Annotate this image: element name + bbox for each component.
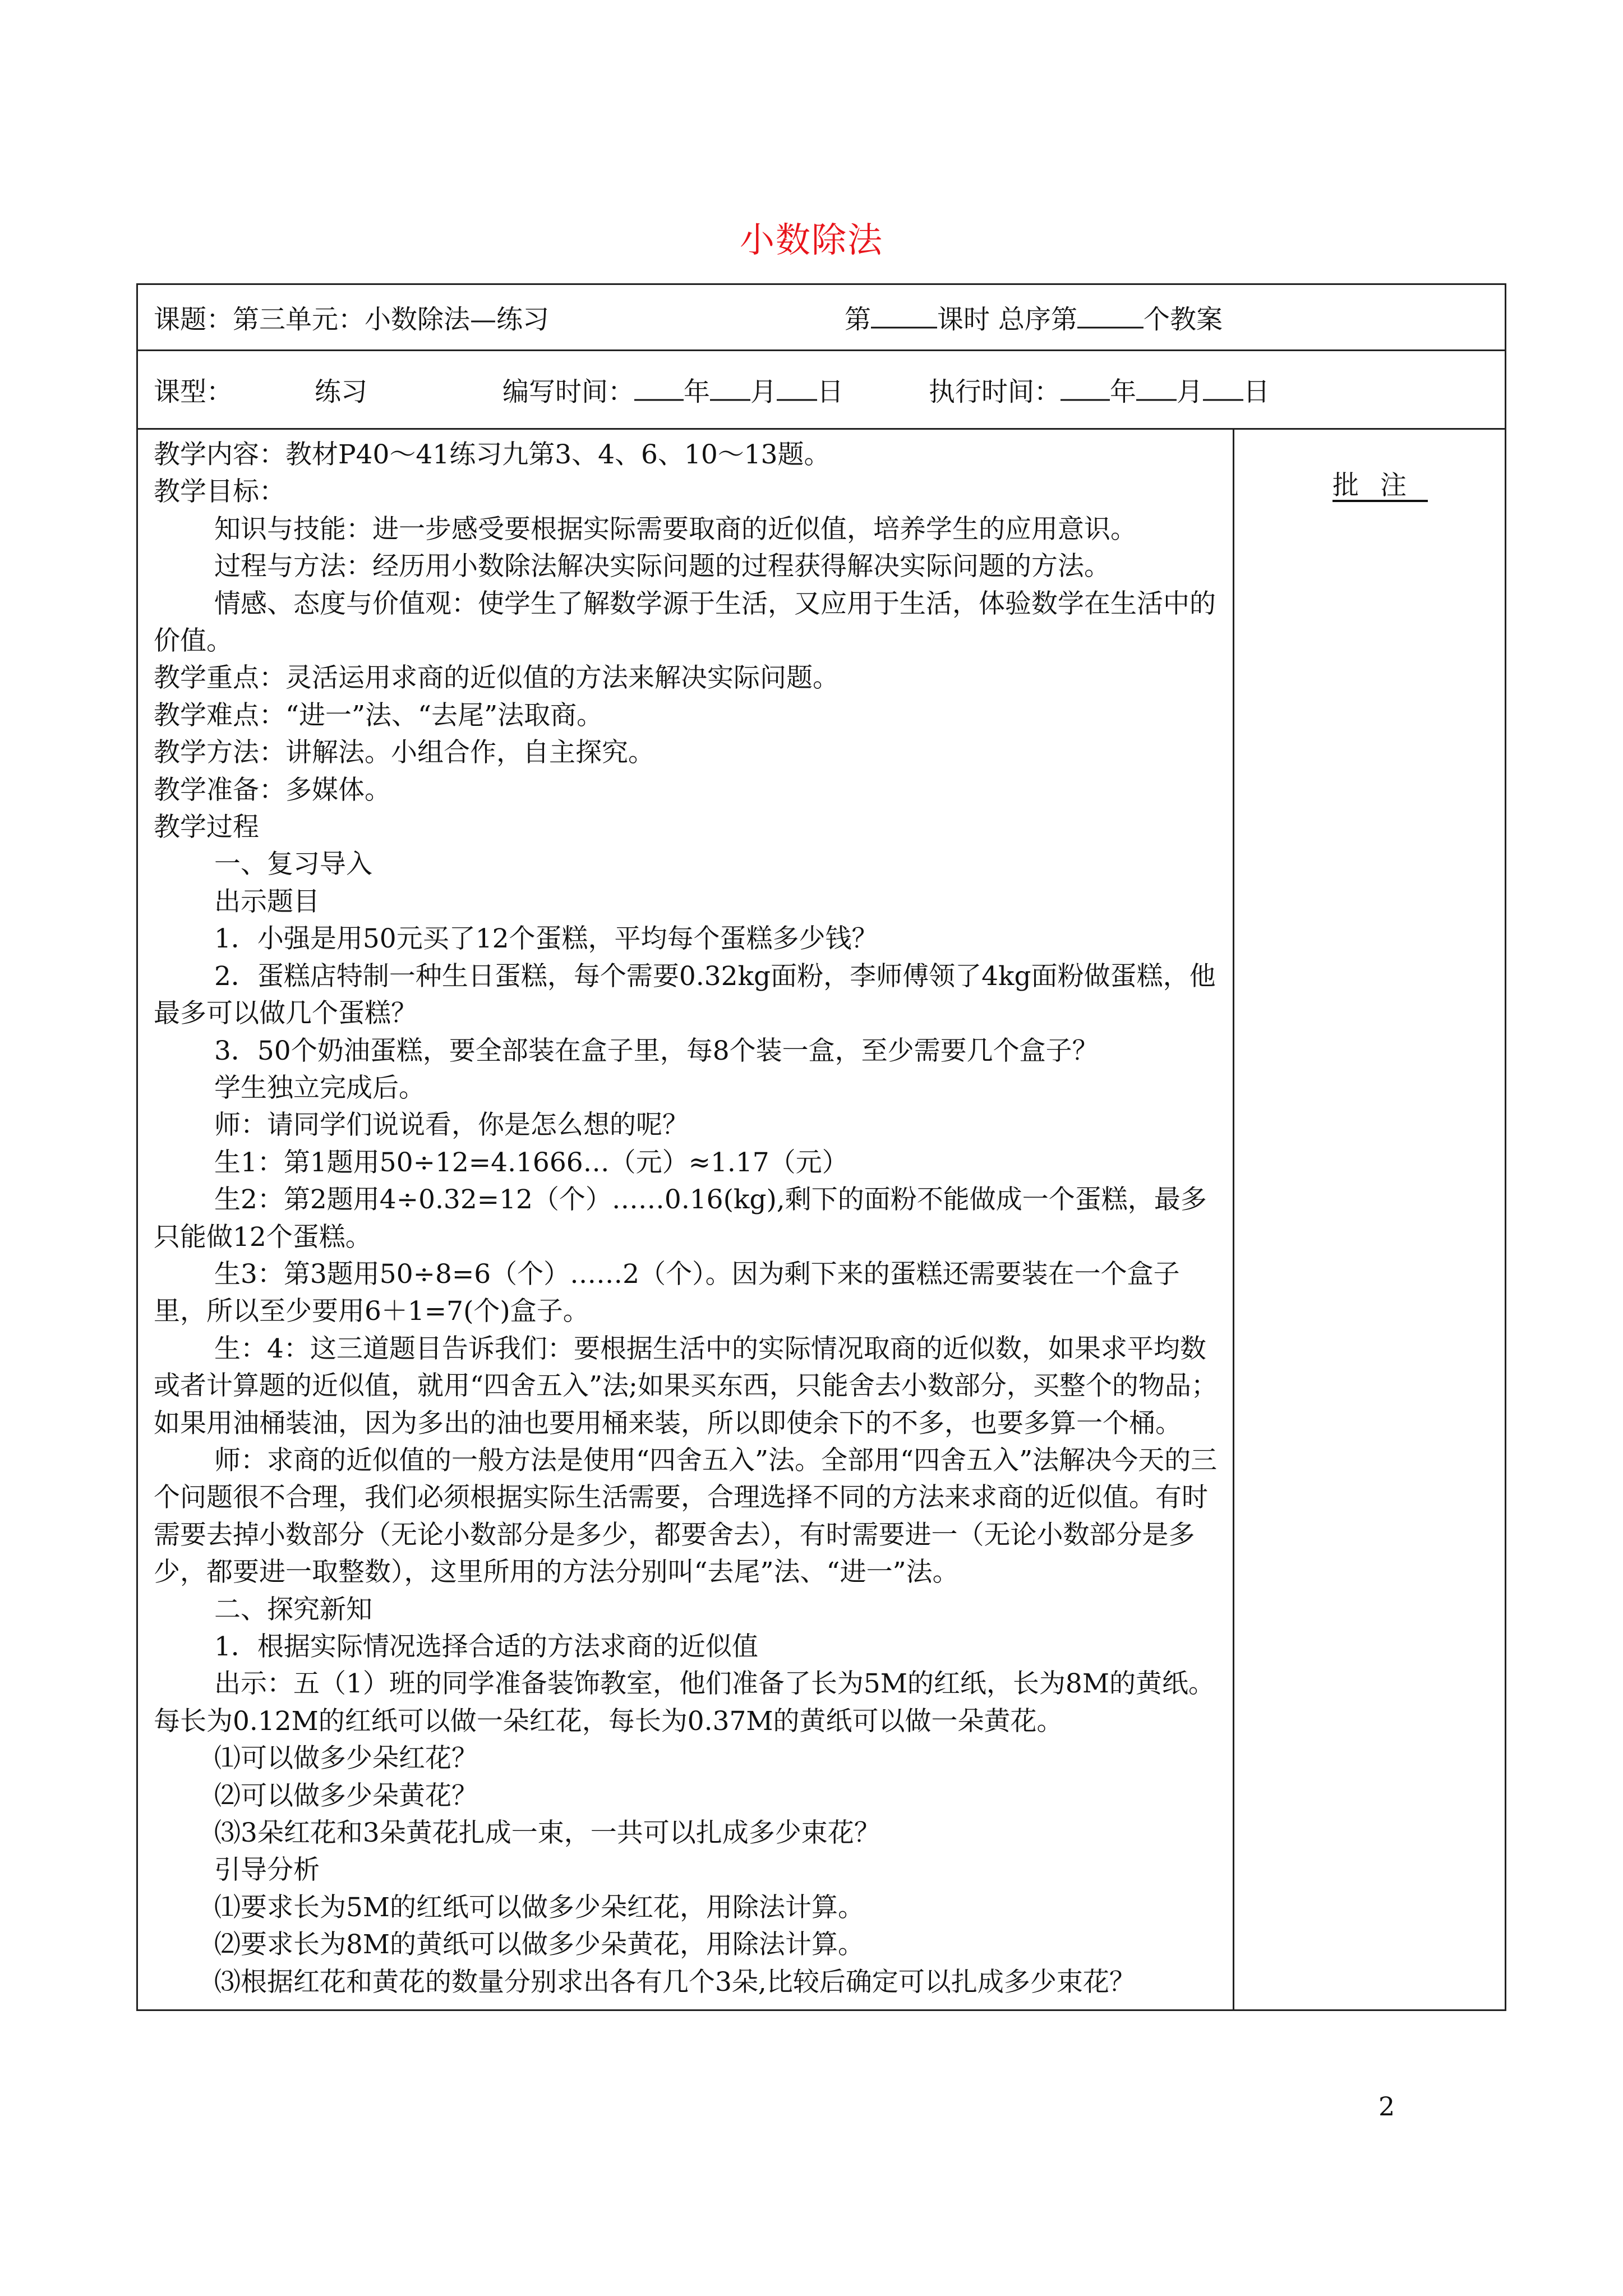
topic-row bbox=[137, 284, 1506, 351]
content-line: 教学目标： bbox=[154, 476, 285, 508]
content-line: 过程与方法：经历用小数除法解决实际问题的过程获得解决实际问题的方法。 bbox=[214, 551, 1110, 582]
content-line: 生2：第2题用4÷0.32=12（个）……0.16(kg),剩下的面粉不能做成一个蛋糕，最多只能做12个蛋糕。 bbox=[154, 1184, 1207, 1253]
period-field: 第 课时 总序第 个教案 bbox=[845, 298, 1223, 336]
type-cell bbox=[137, 351, 1506, 429]
content-line: 1．根据实际情况选择合适的方法求商的近似值 bbox=[214, 1631, 758, 1662]
content-line: 教学过程 bbox=[154, 812, 259, 843]
content-line: 知识与技能：进一步感受要根据实际需要取商的近似值，培养学生的应用意识。 bbox=[214, 513, 1137, 545]
document-title: 小数除法 bbox=[739, 219, 883, 260]
notes-cell bbox=[1234, 429, 1506, 2010]
notes-label: 批注 bbox=[1332, 470, 1428, 501]
type-row bbox=[137, 351, 1506, 429]
written-year-blank[interactable] bbox=[634, 374, 684, 401]
exec-month-blank[interactable] bbox=[1136, 374, 1177, 401]
content-line: 1．小强是用50元买了12个蛋糕，平均每个蛋糕多少钱？ bbox=[214, 923, 878, 955]
content-line: 3．50个奶油蛋糕，要全部装在盒子里，每8个装一盒，至少需要几个盒子？ bbox=[214, 1035, 1099, 1066]
order-blank[interactable] bbox=[1077, 302, 1144, 328]
content-line: ⑶根据红花和黄花的数量分别求出各有几个3朵,比较后确定可以扎成多少束花？ bbox=[214, 1966, 1136, 1998]
content-line: ⑴可以做多少朵红花？ bbox=[214, 1743, 478, 1774]
content-line: 师：请同学们说说看，你是怎么想的呢？ bbox=[214, 1110, 689, 1141]
content-line: 二、探究新知 bbox=[214, 1594, 372, 1625]
content-line: 教学内容：教材P40～41练习九第3、4、6、10～13题。 bbox=[154, 439, 831, 470]
content-line: 教学重点：灵活运用求商的近似值的方法来解决实际问题。 bbox=[154, 662, 839, 694]
topic-label: 课题：第三单元：小数除法—练习 bbox=[154, 304, 549, 335]
content-row bbox=[137, 429, 1506, 2010]
content-line: 教学方法：讲解法。小组合作，自主探究。 bbox=[154, 737, 654, 769]
content-line: 师：求商的近似值的一般方法是使用“四舍五入”法。全部用“四舍五入”法解决今天的三个问题很不合理，我们必须根据实际生活需要，合理选择不同的方法来求商的近似值。有时需要去掉小数部分（无论小数部分是多少，都要舍去），有时需要进一（无论小数部分是多少，都要进一取整数），这里所用的方法分别叫“去尾”法、“进一”法。 bbox=[154, 1444, 1218, 1588]
written-date-field: 编写时间： 年 月 日 bbox=[502, 371, 843, 408]
lesson-content-cell bbox=[137, 429, 1234, 2010]
lesson-plan-table bbox=[136, 283, 1506, 2011]
type-value: 练习 bbox=[315, 376, 367, 407]
content-line: ⑶3朵红花和3朵黄花扎成一束，一共可以扎成多少束花？ bbox=[214, 1818, 880, 1849]
content-line: ⑵可以做多少朵黄花？ bbox=[214, 1780, 478, 1811]
type-label: 课型： bbox=[154, 376, 233, 407]
topic-cell bbox=[137, 284, 1506, 351]
content-line: ⑵要求长为8M的黄纸可以做多少朵黄花，用除法计算。 bbox=[214, 1929, 865, 1961]
content-line: 出示：五（1）班的同学准备装饰教室，他们准备了长为5M的红纸，长为8M的黄纸。每长为0.12M的红纸可以做一朵红花，每长为0.37M的黄纸可以做一朵黄花。 bbox=[154, 1668, 1215, 1737]
content-line: 生1：第1题用50÷12=4.1666…（元）≈1.17（元） bbox=[214, 1147, 849, 1178]
content-line: 一、复习导入 bbox=[214, 849, 372, 880]
content-line: 教学准备：多媒体。 bbox=[154, 774, 391, 806]
exec-date-field: 执行时间： 年 月 日 bbox=[929, 371, 1270, 408]
content-line: 教学难点：“进一”法、“去尾”法取商。 bbox=[154, 700, 603, 731]
written-day-blank[interactable] bbox=[777, 374, 817, 401]
content-line: 2．蛋糕店特制一种生日蛋糕，每个需要0.32kg面粉，李师傅领了4kg面粉做蛋糕，他最多可以做几个蛋糕？ bbox=[154, 960, 1216, 1029]
exec-year-blank[interactable] bbox=[1061, 374, 1110, 401]
content-line: 生3：第3题用50÷8=6（个）……2（个）。因为剩下来的蛋糕还需要装在一个盒子里，所以至少要用6＋1=7(个)盒子。 bbox=[154, 1258, 1180, 1327]
lesson-content bbox=[138, 430, 1233, 2001]
content-line: 出示题目 bbox=[214, 886, 320, 917]
written-month-blank[interactable] bbox=[710, 374, 750, 401]
content-line: 生：4：这三道题目告诉我们：要根据生活中的实际情况取商的近似数，如果求平均数或者计算题的近似值，就用“四舍五入”法;如果买东西，只能舍去小数部分，买整个的物品；如果用油桶装油，因为多出的油也要用桶来装，所以即使余下的不多，也要多算一个桶。 bbox=[154, 1333, 1218, 1439]
exec-day-blank[interactable] bbox=[1203, 374, 1243, 401]
content-line: 引导分析 bbox=[214, 1855, 320, 1886]
page-number: 2 bbox=[1378, 2091, 1395, 2122]
content-line: 学生独立完成后。 bbox=[214, 1072, 425, 1103]
content-line: 情感、态度与价值观：使学生了解数学源于生活，又应用于生活，体验数学在生活中的价值。 bbox=[154, 588, 1216, 657]
content-line: ⑴要求长为5M的红纸可以做多少朵红花，用除法计算。 bbox=[214, 1892, 865, 1923]
period-blank[interactable] bbox=[871, 302, 937, 328]
